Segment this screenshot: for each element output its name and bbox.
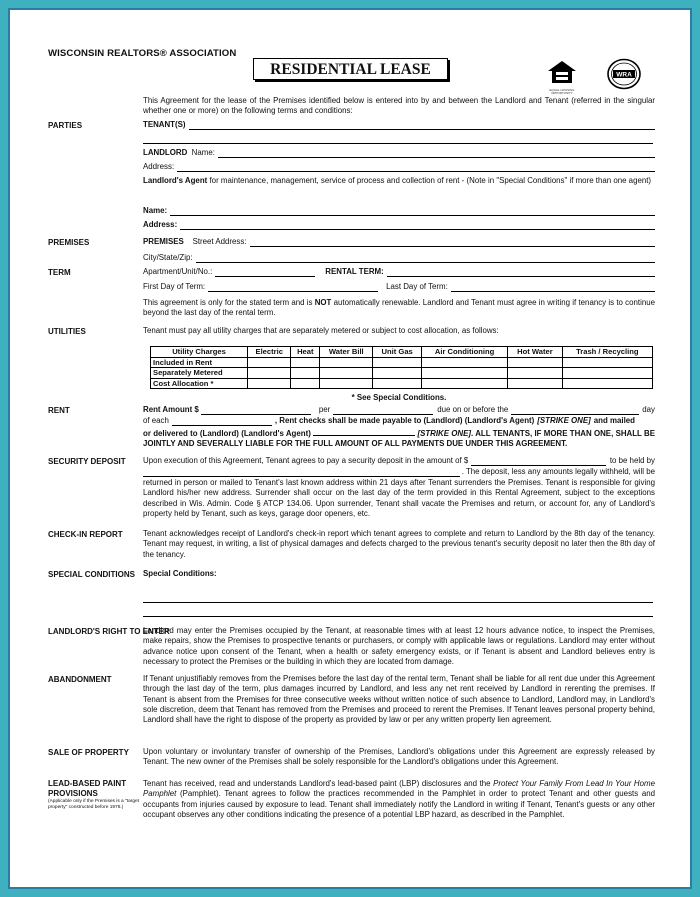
abandonment-paragraph: If Tenant unjustifiably removes from the Premises before the last day of the rental term, Tenant shall be liable for all rent due under this Agreement through the last day of the term, plus damages incurred by Landlord, and less any net rent received by Landlord in rerenting the premises. If Tenant is absent from the Premises for three consecutive weeks without written notice of such absence to Landlord, Landlord may, in Landlord's sole discretion, deem that Tenant has removed from the Premises and proceed to rerent the Premises. If Tenant leaves personal property behind, Landlord shall have the right to dispose of the property as provided by law or per any written property lien agreement. bbox=[143, 674, 655, 725]
column-header: Air Conditioning bbox=[421, 347, 507, 358]
term-renewal-paragraph: This agreement is only for the stated term and is NOT automatically renewable. Landlord and Tenant must agree in writing if tenancy is to continue beyond the last day of the rental term. bbox=[143, 298, 655, 318]
column-header: Heat bbox=[291, 347, 320, 358]
column-header: Electric bbox=[248, 347, 291, 358]
special-conditions-label: Special Conditions: bbox=[143, 569, 217, 578]
term-line-1: Apartment/Unit/No.: RENTAL TERM: bbox=[143, 267, 655, 277]
table-row bbox=[151, 378, 653, 389]
premises-street-line: PREMISES Street Address: bbox=[143, 237, 655, 247]
deposit-line-1: Upon execution of this Agreement, Tenant agrees to pay a security deposit in the amount of $ to be held by bbox=[143, 456, 655, 465]
table-cell[interactable] bbox=[320, 368, 373, 379]
table-row bbox=[151, 368, 653, 379]
table-cell[interactable] bbox=[562, 368, 652, 379]
table-cell[interactable] bbox=[248, 368, 291, 379]
right-to-enter-paragraph: Landlord may enter the Premises occupied by the Tenant, at reasonable times with at least 12 hours advance notice, to inspect the Premises, make repairs, show the Premises to prospective tenants or purchasers, or comply with applicable laws or regulations. Landlord may enter without advance notice upon consent of the Tenant, when a health or safety emergency exists, or if Tenant is absent and Landlord believes entry is necessary to protect the Premises or the building in which they are located from damage. bbox=[143, 626, 655, 666]
agent-address-field[interactable] bbox=[180, 221, 655, 230]
section-check-in-report: CHECK-IN REPORT bbox=[48, 530, 123, 539]
check-in-paragraph: Tenant acknowledges receipt of Landlord's check-in report which tenant agrees to complete and return to Landlord by the 8th day of the tenancy. Tenant may request, in writing, a list of physical damages and defects charged to the previous tenant's security deposit no later then the 8th day of the tenancy. bbox=[143, 529, 655, 559]
tenants-field[interactable] bbox=[189, 121, 655, 130]
organization-name: WISCONSIN REALTORS® ASSOCIATION bbox=[48, 48, 237, 59]
section-rent: RENT bbox=[48, 406, 70, 415]
delivered-to-field[interactable] bbox=[313, 427, 415, 436]
table-cell[interactable] bbox=[291, 378, 320, 389]
special-conditions-note: * See Special Conditions. bbox=[351, 393, 447, 402]
rent-line-1: Rent Amount $ per due on or before the day bbox=[143, 405, 655, 414]
section-premises: PREMISES bbox=[48, 238, 90, 247]
utilities-intro: Tenant must pay all utility charges that are separately metered or subject to cost allocation, as follows: bbox=[143, 326, 499, 335]
column-header: Unit Gas bbox=[373, 347, 422, 358]
landlords-agent-paragraph: Landlord's Agent for maintenance, management, service of process and collection of rent - (Note in "Special Conditions" if more than one agent) bbox=[143, 176, 652, 185]
lease-document bbox=[8, 8, 692, 889]
intro-paragraph: This Agreement for the lease of the Premises identified below is entered into by and between the Landlord and Tenant (referred in the singular whether one or more) on the following terms and conditions: bbox=[143, 96, 655, 116]
rental-term-field[interactable] bbox=[387, 268, 655, 277]
column-header: Hot Water bbox=[508, 347, 562, 358]
sale-of-property-paragraph: Upon voluntary or involuntary transfer of ownership of the Premises, Landlord's obligations under this Agreement are expressly released by Tenant. The new owner of the Premises shall be solely responsible for the Landlord's obligations under this Agreement. bbox=[143, 747, 655, 767]
section-utilities: UTILITIES bbox=[48, 327, 86, 336]
street-address-field[interactable] bbox=[250, 238, 655, 247]
apartment-field[interactable] bbox=[215, 268, 315, 277]
table-cell[interactable] bbox=[291, 357, 320, 368]
first-day-field[interactable] bbox=[208, 283, 378, 292]
special-conditions-line-1[interactable] bbox=[143, 602, 653, 603]
rent-line-3: or delivered to (Landlord) (Landlord's Agent) [STRIKE ONE]. ALL TENANTS, IF MORE THAN ONE, SHALL BE JOINTLY AND SEVERALLY LIABLE FOR THE FULL AMOUNT OF ALL PAYMENTS DUE UNDER THIS AGREEMENT. bbox=[143, 429, 655, 449]
tenants-line: TENANT(S) bbox=[143, 120, 655, 130]
table-cell[interactable] bbox=[421, 378, 507, 389]
rent-line-2: of each , Rent checks shall be made payable to (Landlord) (Landlord's Agent) [STRIKE ONE] and mailed bbox=[143, 416, 635, 425]
table-cell[interactable] bbox=[373, 357, 422, 368]
section-landlords-right-to-enter: LANDLORD'S RIGHT TO ENTER bbox=[48, 627, 170, 636]
realtor-seal-icon bbox=[606, 58, 642, 90]
table-cell[interactable] bbox=[508, 378, 562, 389]
special-conditions-line-2[interactable] bbox=[143, 616, 653, 617]
table-cell[interactable] bbox=[373, 378, 422, 389]
lead-based-paint-paragraph: Tenant has received, read and understands Landlord's lead-based paint (LBP) disclosures and the Protect Your Family From Lead In Your Home Pamphlet (Pamphlet). Tenant agrees to follow the practices recommended in the Pamphlet in order to protect Tenant and other guests and occupants from injuries caused by exposure to lead. Tenant shall immediately notify the Landlord in writing if Tenant, Tenant's guests or any other occupant observes any other conditions indicating the presence of a potential LBP hazard, as described in the Pamphlet. bbox=[143, 779, 655, 819]
table-cell[interactable] bbox=[508, 368, 562, 379]
deposit-holder-field[interactable] bbox=[143, 468, 460, 477]
agent-name-line: Name: bbox=[143, 206, 655, 216]
landlord-address-line: Address: bbox=[143, 162, 655, 172]
landlord-name-field[interactable] bbox=[218, 149, 655, 158]
last-day-field[interactable] bbox=[451, 283, 655, 292]
equal-housing-logo bbox=[540, 60, 584, 96]
section-parties: PARTIES bbox=[48, 121, 83, 130]
table-cell[interactable] bbox=[248, 357, 291, 368]
table-cell[interactable] bbox=[373, 368, 422, 379]
landlord-address-field[interactable] bbox=[177, 163, 655, 172]
agent-address-line: Address: bbox=[143, 220, 655, 230]
table-row bbox=[151, 357, 653, 368]
section-lead-based-paint: LEAD-BASED PAINT PROVISIONS (Applicable only if the Premises is a "target property" constructed before 1978.) bbox=[48, 779, 140, 810]
agent-name-field[interactable] bbox=[170, 207, 655, 216]
utilities-header-row bbox=[151, 347, 653, 358]
utilities-table bbox=[150, 346, 653, 389]
equal-housing-caption: EQUAL HOUSING OPPORTUNITY bbox=[549, 88, 575, 96]
table-cell[interactable] bbox=[508, 357, 562, 368]
table-cell[interactable] bbox=[562, 378, 652, 389]
row-label: Included in Rent bbox=[151, 357, 248, 368]
deposit-amount-field[interactable] bbox=[471, 457, 605, 466]
table-cell[interactable] bbox=[320, 378, 373, 389]
document-title: RESIDENTIAL LEASE bbox=[253, 58, 448, 80]
table-cell[interactable] bbox=[562, 357, 652, 368]
rent-amount-field[interactable] bbox=[201, 406, 311, 415]
table-cell[interactable] bbox=[248, 378, 291, 389]
rent-period-field[interactable] bbox=[333, 406, 433, 415]
row-label: Cost Allocation * bbox=[151, 378, 248, 389]
term-line-2: First Day of Term: Last Day of Term: bbox=[143, 282, 655, 292]
column-header: Water Bill bbox=[320, 347, 373, 358]
section-security-deposit: SECURITY DEPOSIT bbox=[48, 457, 126, 466]
table-cell[interactable] bbox=[421, 357, 507, 368]
realtor-logo bbox=[606, 58, 642, 95]
landlord-line: LANDLORD Name: bbox=[143, 148, 655, 158]
row-label: Separately Metered bbox=[151, 368, 248, 379]
table-cell[interactable] bbox=[320, 357, 373, 368]
equal-housing-icon bbox=[547, 60, 577, 84]
due-date-field[interactable] bbox=[511, 406, 639, 415]
city-state-zip-field[interactable] bbox=[196, 254, 655, 263]
svg-text:WRA: WRA bbox=[616, 71, 632, 79]
premises-city-line: City/State/Zip: bbox=[143, 253, 655, 263]
column-header: Trash / Recycling bbox=[562, 347, 652, 358]
table-cell[interactable] bbox=[291, 368, 320, 379]
tenants-field-line-2[interactable] bbox=[143, 143, 653, 144]
table-cell[interactable] bbox=[421, 368, 507, 379]
section-term: TERM bbox=[48, 268, 71, 277]
column-header: Utility Charges bbox=[151, 347, 248, 358]
section-sale-of-property: SALE OF PROPERTY bbox=[48, 748, 129, 757]
section-abandonment: ABANDONMENT bbox=[48, 675, 112, 684]
deposit-line-2: . The deposit, less any amounts legally withheld, will be bbox=[143, 467, 655, 477]
each-period-field[interactable] bbox=[172, 417, 272, 426]
deposit-paragraph: returned in person or mailed to Tenant's last known address within 21 days after Tenant surrenders the Premises. Tenant is responsible for giving Landlord his/her new address. Surrender shall occur on the last day of the term provided in this Rental Agreement, subject to the exceptions described in Wis. Admin. Code § ATCP 134.06. Upon surrender, Tenant shall vacate the Premises and return, or account for, any of Landlord's property held by Tenant, such as keys, garage door openers, etc. bbox=[143, 478, 655, 518]
section-special-conditions: SPECIAL CONDITIONS bbox=[48, 570, 135, 579]
